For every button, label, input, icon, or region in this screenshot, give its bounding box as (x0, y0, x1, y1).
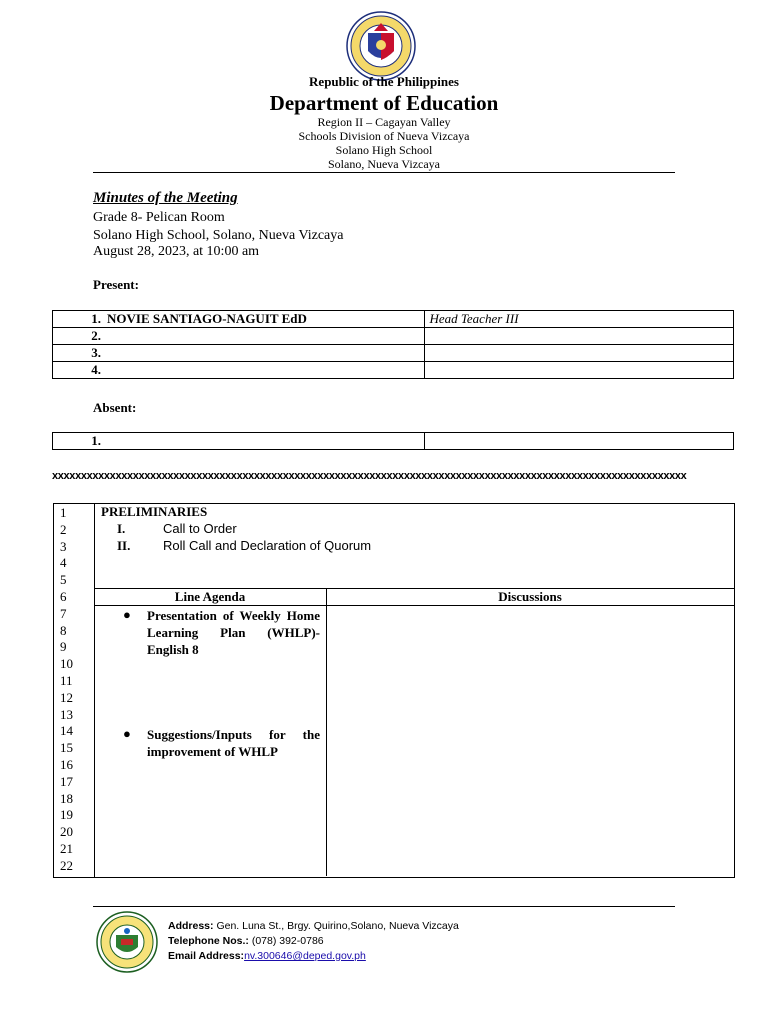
town-line: Solano, Nueva Vizcaya (327, 157, 441, 171)
col-header-line-agenda: Line Agenda (174, 589, 246, 604)
preliminary-text: Roll Call and Declaration of Quorum (163, 538, 372, 553)
attendee-role (425, 362, 734, 379)
line-number: 8 (60, 622, 67, 638)
roman-numeral: I. (117, 521, 126, 536)
line-number: 9 (60, 639, 67, 655)
row-number: 3. (91, 345, 101, 360)
line-number: 13 (60, 706, 73, 722)
absentee-role (425, 433, 734, 450)
present-name-cell (53, 345, 425, 362)
line-number: 18 (60, 790, 73, 806)
minutes-title: Minutes of the Meeting (93, 190, 238, 206)
meeting-venue: Solano High School, Solano, Nueva Vizcaya (93, 228, 344, 243)
present-name-cell (53, 362, 425, 379)
footer-email (168, 950, 366, 962)
address-value: Gen. Luna St., Brgy. Quirino,Solano, Nueva Vizcaya (216, 920, 459, 932)
agenda-item: Suggestions/Inputs for the improvement of WHLP (147, 727, 320, 759)
table-row (53, 345, 734, 362)
header-divider (93, 172, 675, 173)
address-label: Address: (168, 920, 214, 932)
line-number: 5 (60, 572, 67, 588)
meeting-datetime: August 28, 2023, at 10:00 am (93, 244, 260, 259)
attendee-role (425, 328, 734, 345)
separator-line: xxxxxxxxxxxxxxxxxxxxxxxxxxxxxxxxxxxxxxxxxxxxxxxxxxxxxxxxxxxxxxxxxxxxxxxxxxxxxxxxxxxxxxxxxxxxxxxxxxxxxxxxxxxxxx (52, 470, 687, 482)
line-number: 16 (60, 756, 73, 772)
division-line: Schools Division of Nueva Vizcaya (298, 129, 470, 143)
absent-name-cell (53, 433, 425, 450)
preliminary-item (117, 538, 417, 555)
deped-seal-logo (346, 11, 416, 81)
row-number: 2. (91, 328, 101, 343)
line-number: 6 (60, 588, 67, 604)
telephone-label: Telephone Nos.: (168, 935, 249, 947)
line-number: 1 (60, 505, 67, 520)
telephone-value: (078) 392-0786 (251, 935, 324, 947)
agenda-header-bottom-rule (94, 605, 734, 606)
line-number: 14 (60, 723, 73, 739)
line-number: 4 (60, 555, 67, 571)
roman-numeral: II. (117, 538, 131, 553)
table-row (53, 328, 734, 345)
col-header-discussions: Discussions (498, 589, 562, 604)
line-number: 12 (60, 689, 73, 705)
line-number: 2 (60, 521, 67, 537)
absent-table (52, 432, 734, 450)
agenda-item: Presentation of Weekly Home Learning Plan (WHLP)- English 8 (147, 608, 320, 657)
bullet-icon: ● (123, 726, 131, 741)
present-table (52, 310, 734, 379)
line-number: 17 (60, 773, 73, 789)
line-number: 20 (60, 824, 73, 840)
present-name-cell (53, 328, 425, 345)
line-number: 15 (60, 740, 73, 756)
absent-label: Absent: (93, 400, 137, 415)
email-link[interactable]: nv.300646@deped.gov.ph (244, 950, 366, 962)
preliminary-item (117, 521, 417, 538)
row-number: 1. (91, 433, 101, 448)
table-row (53, 311, 734, 328)
row-number: 4. (91, 362, 101, 377)
table-row (53, 433, 734, 450)
line-number-column (60, 505, 73, 875)
line-number: 7 (60, 605, 67, 621)
attendee-name: NOVIE SANTIAGO-NAGUIT EdD (107, 311, 307, 326)
present-name-cell (53, 311, 425, 328)
preliminary-text: Call to Order (163, 521, 237, 536)
line-number: 3 (60, 538, 67, 554)
footer-address (168, 920, 459, 932)
line-number: 10 (60, 656, 73, 672)
line-number: 19 (60, 807, 73, 823)
agenda-column-divider (326, 588, 327, 876)
line-number: 11 (60, 672, 73, 688)
table-row (53, 362, 734, 379)
school-seal-logo (96, 911, 158, 973)
row-number: 1. (91, 311, 101, 326)
department-heading: Department of Education (269, 91, 499, 115)
footer-telephone (168, 935, 324, 947)
region-line: Region II – Cagayan Valley (317, 115, 451, 129)
bullet-icon: ● (123, 607, 131, 622)
line-number: 21 (60, 840, 73, 856)
meeting-room: Grade 8- Pelican Room (93, 210, 225, 225)
attendee-role (425, 345, 734, 362)
footer-divider (93, 906, 675, 907)
preliminaries-title: PRELIMINARIES (101, 504, 208, 519)
email-label: Email Address: (168, 950, 245, 962)
attendee-role: Head Teacher III (425, 311, 734, 328)
republic-heading: Republic of the Philippines (309, 74, 459, 89)
line-number: 22 (60, 857, 73, 873)
line-number-divider (94, 503, 95, 877)
school-line: Solano High School (335, 143, 433, 157)
present-label: Present: (93, 277, 139, 292)
agenda-table (53, 503, 735, 878)
